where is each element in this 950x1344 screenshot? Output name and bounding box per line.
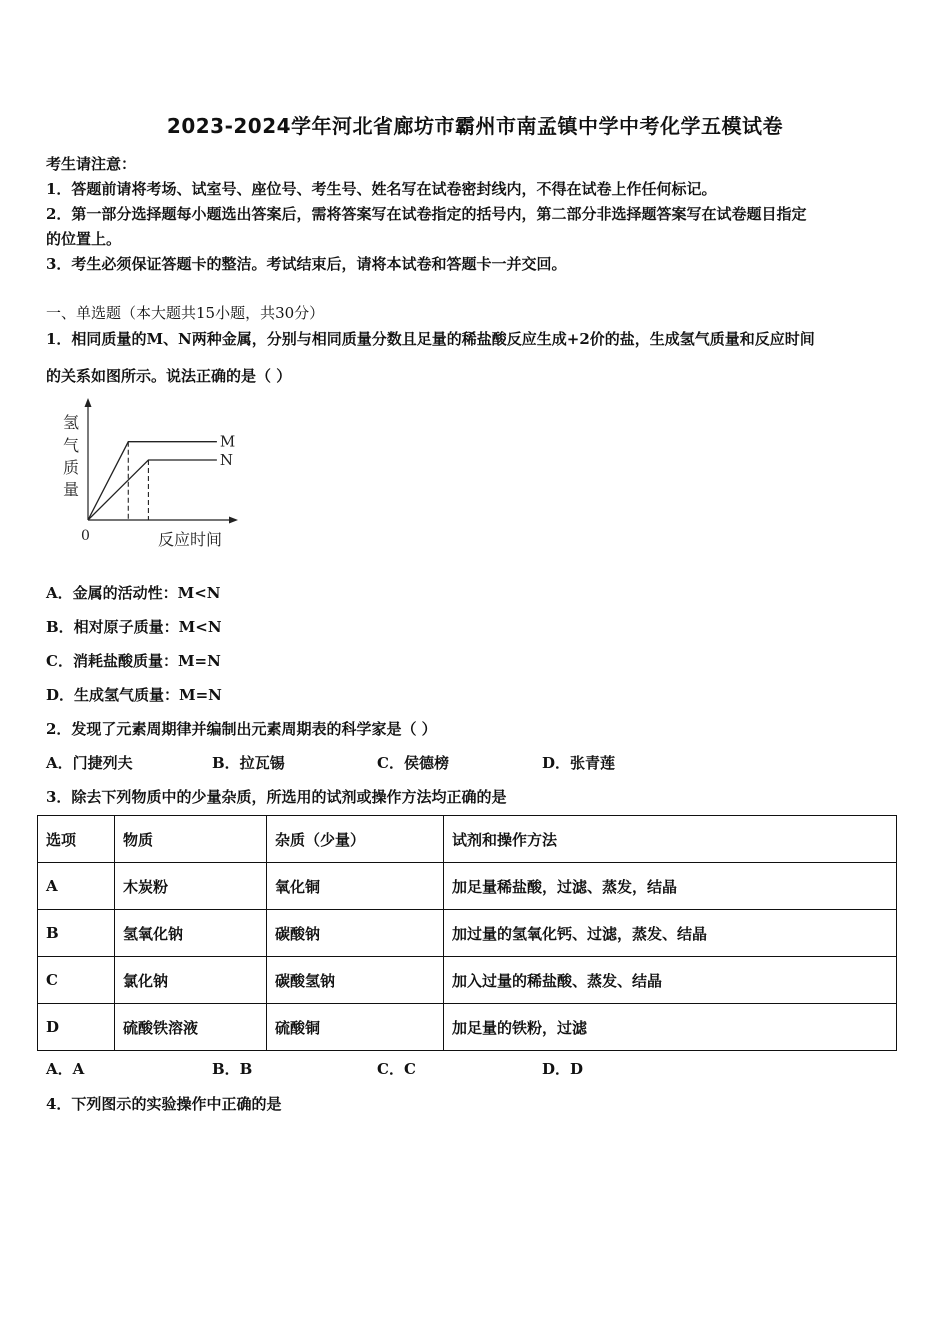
notice-item-3: 3．考生必须保证答题卡的整洁。考试结束后，请将本试卷和答题卡一并交回。 — [46, 255, 567, 273]
table-header-cell: 物质 — [115, 816, 267, 863]
table-cell: B — [38, 910, 115, 957]
q2-option-a: A．门捷列夫 — [46, 754, 133, 772]
table-cell: C — [38, 957, 115, 1004]
table-cell: 加入过量的稀盐酸、蒸发、结晶 — [444, 957, 897, 1004]
chart-ylabel-char: 质 — [63, 458, 80, 477]
chart-series-group — [88, 433, 235, 520]
table-cell: 加足量的铁粉，过滤 — [444, 1004, 897, 1051]
series-label-m: M — [219, 432, 236, 451]
q1-stem: 1．相同质量的M、N两种金属，分别与相同质量分数且足量的稀盐酸反应生成+2价的盐，生成氢气质量和反应时间 — [46, 330, 815, 348]
q3-option-b: B．B — [212, 1060, 253, 1078]
table-header-cell: 选项 — [38, 816, 115, 863]
table-cell: 碳酸氢钠 — [267, 957, 444, 1004]
table-row — [38, 1004, 897, 1051]
table-cell: 加足量稀盐酸，过滤、蒸发，结晶 — [444, 863, 897, 910]
q3-option-a: A．A — [46, 1060, 85, 1078]
q2-option-c: C．侯德榜 — [377, 754, 449, 772]
notice-heading: 考生请注意： — [46, 155, 137, 173]
q1-option-d: D．生成氢气质量：M=N — [46, 686, 222, 704]
series-label-n: N — [219, 451, 234, 469]
q3-option-d: D．D — [542, 1060, 584, 1078]
table-cell: 木炭粉 — [115, 863, 267, 910]
table-row — [38, 910, 897, 957]
table-row — [38, 957, 897, 1004]
exam-title: 2023-2024学年河北省廊坊市霸州市南孟镇中学中考化学五模试卷 — [166, 114, 784, 138]
chart-x-axis — [88, 517, 238, 524]
chart-xlabel: 反应时间 — [158, 530, 223, 549]
q4-stem: 4．下列图示的实验操作中正确的是 — [46, 1095, 282, 1113]
q3-stem: 3．除去下列物质中的少量杂质，所选用的试剂或操作方法均正确的是 — [46, 788, 507, 806]
table-header-cell: 杂质（少量） — [267, 816, 444, 863]
chart-y-axis — [85, 398, 92, 520]
chart-ylabel-char: 气 — [63, 436, 80, 455]
chart-origin-label: 0 — [81, 528, 90, 544]
table-header-row — [38, 816, 897, 863]
q3-option-c: C．C — [377, 1060, 416, 1078]
q1-stem-cont: 的关系如图所示。说法正确的是（ ） — [46, 367, 292, 385]
section-heading: 一、单选题（本大题共15小题，共30分） — [46, 304, 325, 322]
table-cell: D — [38, 1004, 115, 1051]
series-line-n — [88, 460, 217, 520]
table-cell: 氢氧化钠 — [115, 910, 267, 957]
table-cell: 硫酸铁溶液 — [115, 1004, 267, 1051]
notice-item-2-cont: 的位置上。 — [46, 230, 122, 248]
q2-option-b: B．拉瓦锡 — [212, 754, 285, 772]
chart-ylabel-char: 量 — [63, 480, 80, 499]
table-row — [38, 863, 897, 910]
notice-item-2: 2．第一部分选择题每小题选出答案后，需将答案写在试卷指定的括号内，第二部分非选择题答案写在试卷题目指定 — [46, 205, 807, 223]
notice-item-1: 1．答题前请将考场、试室号、座位号、考生号、姓名写在试卷密封线内，不得在试卷上作任何标记。 — [46, 180, 717, 198]
q2-stem: 2．发现了元素周期律并编制出元素周期表的科学家是（ ） — [46, 720, 437, 738]
q1-option-c: C．消耗盐酸质量：M=N — [46, 652, 221, 670]
table-cell: 氯化钠 — [115, 957, 267, 1004]
q2-option-d: D．张青莲 — [542, 754, 616, 772]
table-cell: 氧化铜 — [267, 863, 444, 910]
table-cell: A — [38, 863, 115, 910]
series-line-m — [88, 442, 217, 520]
table-header-cell: 试剂和操作方法 — [444, 816, 897, 863]
table-cell: 碳酸钠 — [267, 910, 444, 957]
table-cell: 加过量的氢氧化钙、过滤，蒸发、结晶 — [444, 910, 897, 957]
q1-option-a: A．金属的活动性：M<N — [46, 584, 221, 602]
q1-chart — [55, 395, 255, 555]
chart-ylabel-char: 氢 — [63, 413, 80, 432]
q3-table — [37, 815, 897, 1051]
table-cell: 硫酸铜 — [267, 1004, 444, 1051]
q1-option-b: B．相对原子质量：M<N — [46, 618, 222, 636]
